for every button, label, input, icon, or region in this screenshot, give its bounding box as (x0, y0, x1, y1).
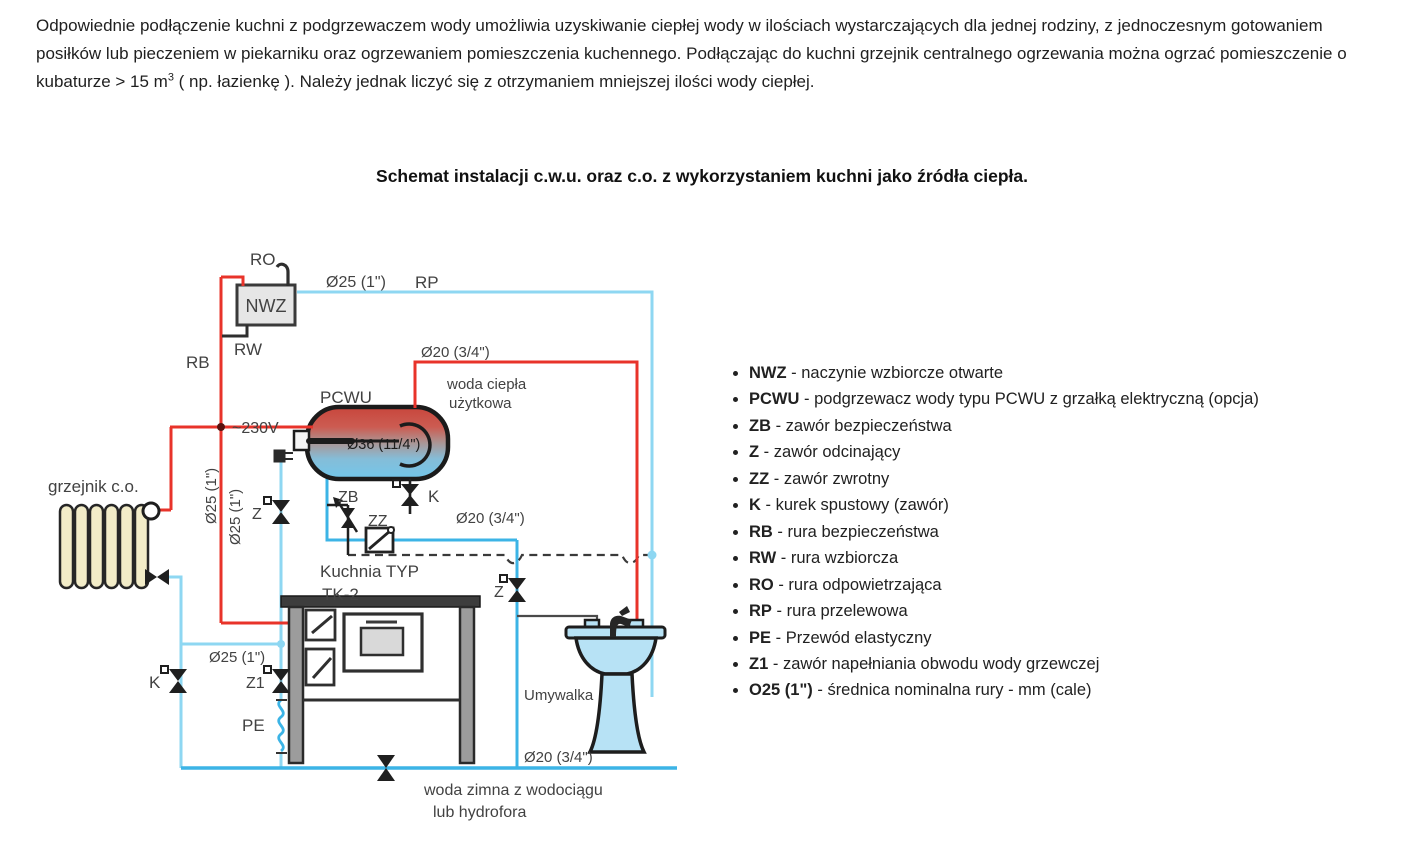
sink-umywalka (566, 620, 665, 752)
label-woda-zimna-2: lub hydrofora (433, 804, 527, 821)
label-woda-ciepla-2: użytkowa (449, 395, 512, 412)
pe-flex-hose (276, 700, 287, 753)
legend-item-k (749, 492, 1259, 518)
legend-separator: - (773, 575, 789, 594)
legend-desc: kurek spustowy (zawór) (775, 496, 949, 515)
legend-item-rb (749, 519, 1259, 545)
legend-separator: - (771, 602, 787, 621)
legend-abbr: Z (749, 443, 760, 462)
label-k-drain: K (149, 673, 161, 692)
legend-separator: - (771, 628, 786, 647)
intro-text: Odpowiednie podłączenie kuchni z podgrzewaczem wody umożliwia uzyskiwanie ciepłej wody w ilościach wystarczających dla jednej rodziny, z jednoczesnym gotowaniem posiłków lub pieczeniem w piekarniku oraz ogrzewaniem pomieszczenia kuchennego. Podłączając do kuchni grzejnik centralnego ogrzewania można ogrzać pomieszczenie o kubaturze > 15 m (36, 16, 1347, 91)
z-valve-fill-line-icon (264, 497, 290, 524)
legend-abbr: ZB (749, 416, 771, 435)
legend-item-pe (749, 625, 1259, 651)
k-drain-valve-tank-icon (393, 480, 419, 506)
label-d36: Ø36 (11/4") (347, 437, 421, 453)
pipe-rw (222, 325, 247, 336)
label-z-fill: Z (252, 506, 262, 523)
legend-separator: - (812, 681, 828, 700)
junction-dot-hot (217, 423, 225, 431)
label-rb: RB (186, 353, 210, 372)
label-d25-fill: Ø25 (1") (209, 649, 266, 666)
legend-desc: zawór zwrotny (783, 469, 890, 488)
label-k-tank: K (428, 487, 440, 506)
label-kuchnia-2: TK-2 (322, 585, 359, 604)
legend-item-zb (749, 413, 1259, 439)
legend-item-o25 (749, 677, 1259, 703)
label-nwz: NWZ (245, 296, 287, 316)
legend-separator: - (759, 443, 774, 462)
label-zb: ZB (338, 489, 359, 506)
legend-item-zz (749, 466, 1259, 492)
intro-text-end: ( np. łazienkę ). Należy jednak liczyć się z otrzymaniem mniejszej ilości wody ciepłej. (173, 72, 815, 91)
k-drain-valve-left-icon (161, 666, 187, 693)
legend-abbr: RP (749, 602, 772, 621)
legend-desc: średnica nominalna rury - mm (cale) (827, 681, 1092, 700)
cubic-superscript: 3 (167, 71, 174, 84)
label-z-sink: Z (494, 584, 504, 601)
legend-desc: zawór napełniania obwodu wody grzewczej (782, 654, 1100, 673)
label-pcwu: PCWU (320, 388, 372, 407)
label-rp: RP (415, 273, 439, 292)
legend-abbr: RO (749, 575, 774, 594)
legend-desc: rura bezpieczeństwa (787, 522, 939, 541)
label-grzejnik: grzejnik c.o. (48, 477, 139, 496)
legend-abbr: PCWU (749, 390, 800, 409)
legend-desc: rura odpowietrzająca (788, 575, 942, 594)
legend-abbr: NWZ (749, 364, 787, 382)
legend-separator: - (776, 549, 791, 568)
legend-desc: podgrzewacz wody typu PCWU z grzałką elektryczną (opcja) (814, 390, 1259, 409)
stove-kitchen-range (281, 596, 480, 763)
label-230v: ~230V (232, 420, 279, 437)
label-d25-riser-2: Ø25 (1") (227, 488, 244, 545)
radiator-valve-icon (145, 569, 169, 585)
label-z1: Z1 (246, 675, 265, 692)
label-pe: PE (242, 716, 265, 735)
legend-desc: zawór bezpieczeństwa (785, 416, 952, 435)
label-d20-hot: Ø20 (3/4") (421, 344, 490, 361)
legend-desc: rura przelewowa (786, 602, 908, 621)
legend-abbr: ZZ (749, 469, 770, 488)
legend-desc: zawór odcinający (773, 443, 901, 462)
zz-check-valve-icon (366, 527, 394, 552)
z1-fill-valve-icon (264, 666, 290, 693)
label-ro: RO (250, 250, 276, 269)
label-rw: RW (234, 340, 263, 359)
legend-abbr: RB (749, 522, 773, 541)
legend-desc: naczynie wzbiorcze otwarte (801, 364, 1004, 382)
z-valve-sink-riser-icon (500, 575, 526, 602)
page-title: Schemat instalacji c.w.u. oraz c.o. z wykorzystaniem kuchni jako źródła ciepła. (376, 166, 1028, 186)
legend-abbr: O25 (1") (749, 681, 813, 700)
legend-separator: - (772, 522, 788, 541)
legend-desc: Przewód elastyczny (785, 628, 932, 647)
legend-item-pcwu (749, 386, 1259, 412)
legend-separator: - (768, 654, 783, 673)
legend-abbr: K (749, 496, 761, 515)
legend-abbr: PE (749, 628, 772, 647)
legend-separator: - (786, 364, 802, 382)
legend-list (733, 360, 1259, 704)
label-kuchnia-1: Kuchnia TYP (320, 562, 419, 581)
junction-dot-discharge (648, 551, 657, 560)
label-d25-riser-1: Ø25 (1") (203, 467, 220, 524)
legend-item-rw (749, 545, 1259, 571)
legend-separator: - (771, 416, 786, 435)
legend-separator: - (799, 390, 815, 409)
label-zz: ZZ (368, 513, 388, 530)
label-d25-rp: Ø25 (1") (326, 274, 386, 291)
legend-abbr: RW (749, 549, 777, 568)
legend-separator: - (769, 469, 784, 488)
legend-item-z (749, 439, 1259, 465)
radiator (60, 505, 148, 588)
faucet-handle-icon (619, 606, 630, 616)
legend-abbr: Z1 (749, 654, 769, 673)
junction-dot-fill (277, 640, 285, 648)
legend-item-nwz (749, 360, 1259, 386)
label-woda-ciepla-1: woda ciepła (447, 376, 527, 393)
legend-item-z1 (749, 651, 1259, 677)
power-plug-icon (274, 450, 293, 462)
legend-item-rp (749, 598, 1259, 624)
legend-separator: - (760, 496, 776, 515)
legend-item-ro (749, 572, 1259, 598)
label-d20-mid: Ø20 (3/4") (456, 510, 525, 527)
pipe-ro-vent-hook (277, 264, 288, 286)
label-d20-bot: Ø20 (3/4") (524, 749, 593, 766)
radiator-air-vent-icon (143, 503, 159, 519)
label-umywalka: Umywalka (524, 687, 594, 704)
legend-desc: rura wzbiorcza (790, 549, 899, 568)
label-woda-zimna-1: woda zimna z wodociągu (424, 782, 603, 799)
